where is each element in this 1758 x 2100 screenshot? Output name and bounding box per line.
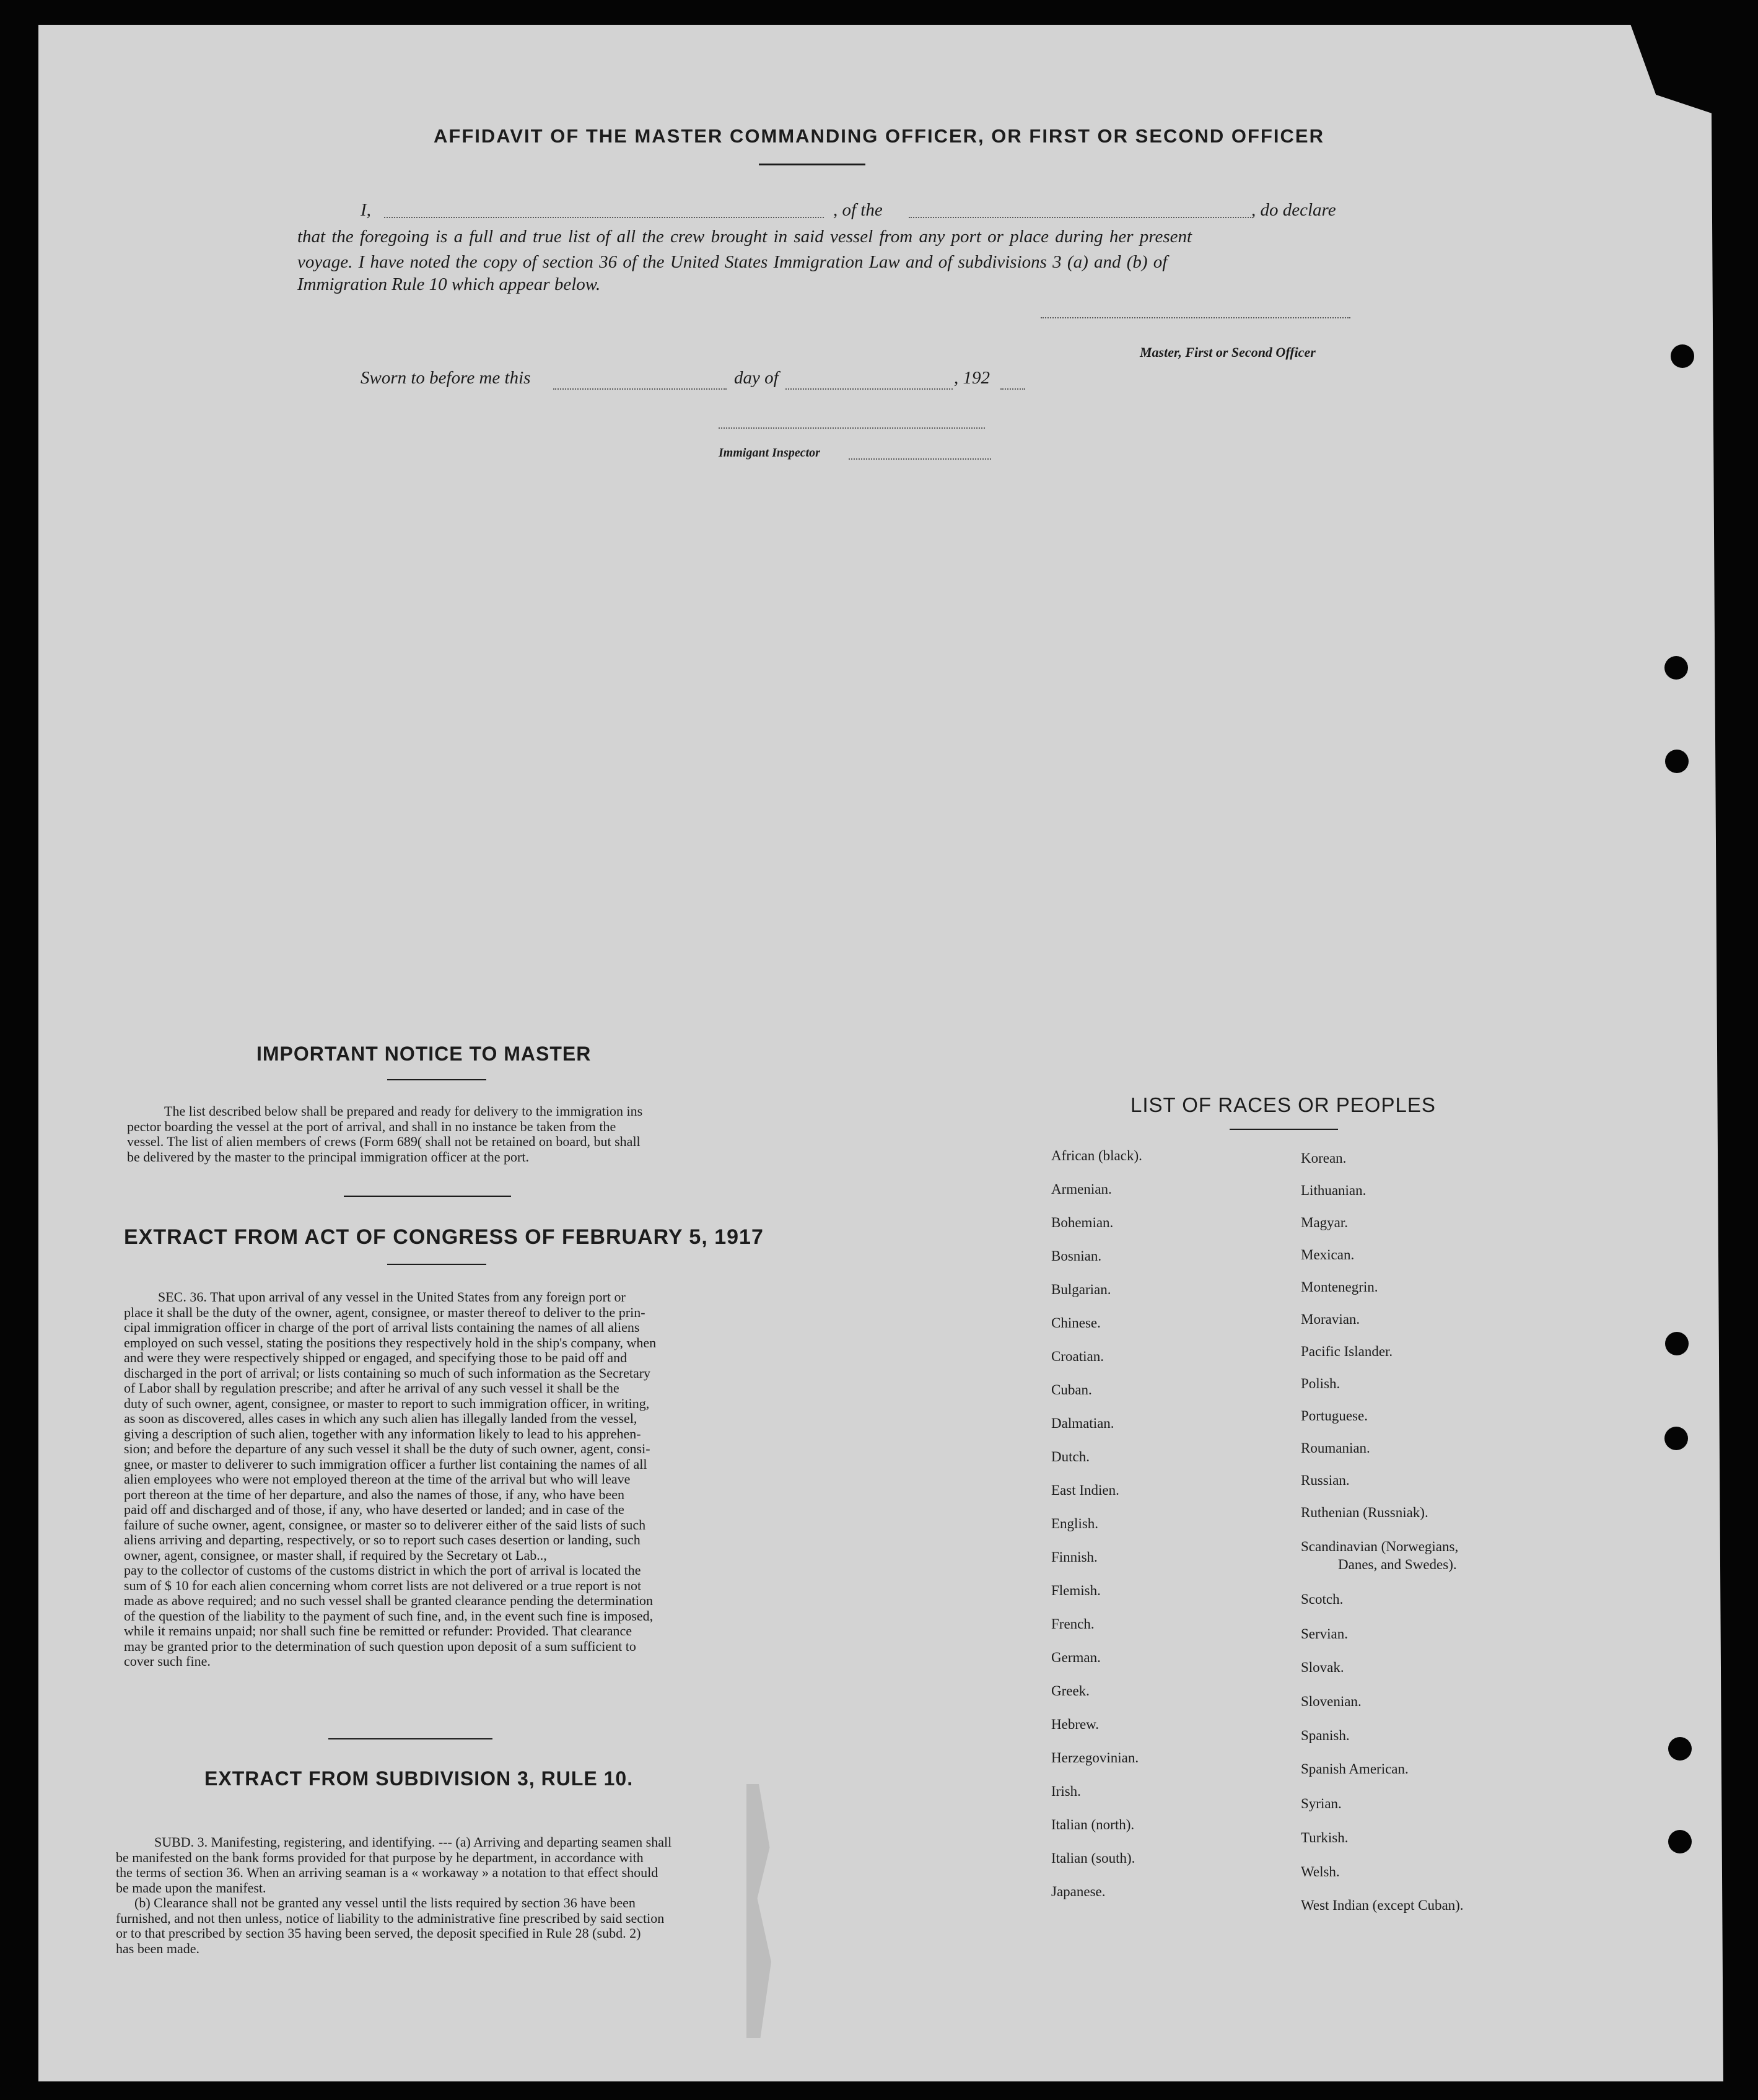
race-item: Cuban. — [1051, 1382, 1092, 1398]
race-item: Mexican. — [1301, 1247, 1355, 1262]
race-item: Armenian. — [1051, 1181, 1112, 1197]
act-line: and were they were respectively shipped or engaged, and specifying those to be paid off and — [124, 1350, 628, 1365]
subdivision-line: the terms of section 36. When an arriving seaman is a « workaway » a notation to that effect should — [116, 1865, 658, 1880]
punch-hole — [1668, 1830, 1692, 1853]
race-item: Dutch. — [1051, 1449, 1090, 1464]
subdivision-line: has been made. — [116, 1940, 199, 1956]
race-item: Italian (south). — [1051, 1850, 1135, 1866]
affidavit-line-4: Immigration Rule 10 which appear below. — [297, 274, 601, 294]
act-line: cipal immigration officer in charge of the port of arrival lists containing the names of all aliens — [124, 1319, 640, 1335]
act-line: made as above required; and no such vessel shall be granted clearance pending the determination — [124, 1593, 654, 1608]
master-signature-label: Master, First or Second Officer — [1140, 344, 1316, 360]
notice-separator — [344, 1196, 511, 1197]
act-line: while it remains unpaid; nor shall such fine be remitted or refunder: Provided. That clearance — [124, 1623, 632, 1638]
race-item: Portuguese. — [1301, 1408, 1368, 1424]
notice-title: IMPORTANT NOTICE TO MASTER — [256, 1043, 592, 1065]
notice-line: be delivered by the master to the principal immigration officer at the port. — [127, 1148, 529, 1165]
inspector-label: Immigant Inspector — [719, 446, 820, 460]
race-item: Danes, and Swedes). — [1338, 1557, 1457, 1572]
race-item: Moravian. — [1301, 1311, 1360, 1327]
act-underline — [387, 1264, 486, 1265]
affidavit-line-1-start: I, — [361, 200, 371, 220]
punch-hole — [1665, 750, 1689, 773]
title-underline — [759, 164, 865, 165]
day-of-label: day of — [734, 368, 779, 388]
race-item: Syrian. — [1301, 1796, 1342, 1811]
race-item: West Indian (except Cuban). — [1301, 1897, 1464, 1913]
race-item: Roumanian. — [1301, 1440, 1370, 1456]
act-line: giving a description of such alien, together with any information likely to lead to his apprehen- — [124, 1425, 641, 1442]
notice-line: The list described below shall be prepared and ready for delivery to the immigration ins — [164, 1103, 643, 1119]
master-signature-line[interactable] — [1041, 317, 1350, 318]
act-line: alien employees who were not employed thereon at the time of the arrival but who will leave — [124, 1471, 631, 1487]
act-line: failure of suche owner, agent, consignee, or master so to deliverer either of the said lists of such — [124, 1516, 646, 1533]
races-title: LIST OF RACES OR PEOPLES — [1130, 1093, 1436, 1116]
race-item: East Indien. — [1051, 1482, 1119, 1498]
inspector-trailing-line — [849, 458, 991, 460]
races-underline — [1230, 1129, 1338, 1130]
race-item: Flemish. — [1051, 1583, 1101, 1598]
race-item: Lithuanian. — [1301, 1183, 1367, 1198]
race-item: Welsh. — [1301, 1864, 1340, 1879]
act-line: sum of $ 10 for each alien concerning whom corret lists are not delivered or a true report is not — [124, 1577, 642, 1593]
race-item: Polish. — [1301, 1376, 1340, 1391]
act-line: cover such fine. — [124, 1653, 211, 1669]
affidavit-title: AFFIDAVIT OF THE MASTER COMMANDING OFFICER, OR FIRST OR SECOND OFFICER — [434, 125, 1324, 147]
subdivision-title: EXTRACT FROM SUBDIVISION 3, RULE 10. — [204, 1767, 634, 1790]
race-item: French. — [1051, 1616, 1095, 1632]
act-line: discharged in the port of arrival; or lists containing so much of such information as the Secretary — [124, 1365, 651, 1381]
race-item: Scotch. — [1301, 1591, 1344, 1607]
race-item: German. — [1051, 1650, 1101, 1665]
subdivision-line: SUBD. 3. Manifesting, registering, and identifying. --- (a) Arriving and departing seamen shall — [154, 1834, 672, 1850]
race-item: Spanish American. — [1301, 1761, 1409, 1777]
subdivision-line: be manifested on the bank forms provided for that purpose by he department, in accordance with — [116, 1849, 644, 1865]
affidavit-do-declare: , do declare — [1251, 200, 1336, 220]
act-line: duty of such owner, agent, consignee, or master to report to such immigration officer, in writing, — [124, 1395, 650, 1411]
race-item: Bohemian. — [1051, 1215, 1114, 1230]
punch-hole — [1664, 656, 1688, 680]
punch-hole — [1665, 1332, 1689, 1355]
punch-hole — [1671, 344, 1694, 368]
race-item: Hebrew. — [1051, 1717, 1100, 1732]
race-item: Turkish. — [1301, 1830, 1349, 1845]
act-line: of Labor shall by regulation prescribe; and after he arrival of any such vessel it shall be the — [124, 1380, 619, 1396]
race-item: Finnish. — [1051, 1549, 1098, 1565]
race-item: Dalmatian. — [1051, 1415, 1114, 1431]
sworn-month-blank[interactable] — [785, 388, 953, 390]
race-item: Pacific Islander. — [1301, 1344, 1393, 1359]
sworn-before-label: Sworn to before me this — [361, 368, 531, 388]
race-item: Spanish. — [1301, 1728, 1350, 1743]
act-line: SEC. 36. That upon arrival of any vessel in the United States from any foreign port or — [158, 1289, 626, 1305]
race-item: Croatian. — [1051, 1349, 1104, 1364]
notice-underline — [387, 1079, 486, 1080]
race-item: Slovak. — [1301, 1660, 1344, 1675]
race-item: Korean. — [1301, 1150, 1347, 1166]
act-line: port thereon at the time of her departure, and also the names of those, if any, who have been — [124, 1486, 625, 1502]
race-item: English. — [1051, 1516, 1099, 1531]
act-line: aliens arriving and departing, respectively, or so to report such cases desertion or landing, such — [124, 1532, 641, 1547]
race-item: Magyar. — [1301, 1215, 1349, 1230]
name-blank[interactable] — [384, 217, 824, 218]
notice-line: pector boarding the vessel at the port of arrival, and shall in no instance be taken from the — [127, 1118, 616, 1134]
race-item: Italian (north). — [1051, 1817, 1135, 1832]
vessel-blank[interactable] — [909, 217, 1251, 218]
subdivision-line: or to that prescribed by section 35 having been served, the deposit specified in Rule 28 (subd. 2) — [116, 1925, 641, 1941]
act-line: gnee, or master to deliverer to such immigration officer a further list containing the names of all — [124, 1456, 647, 1472]
punch-hole — [1664, 1427, 1688, 1450]
race-item: Slovenian. — [1301, 1694, 1362, 1709]
act-title: EXTRACT FROM ACT OF CONGRESS OF FEBRUARY 5, 1917 — [124, 1225, 764, 1249]
race-item: Scandinavian (Norwegians, — [1301, 1539, 1459, 1554]
act-separator — [328, 1738, 492, 1739]
race-item: Bulgarian. — [1051, 1282, 1111, 1297]
race-item: Chinese. — [1051, 1315, 1101, 1331]
act-line: of the question of the liability to the payment of such fine, and, in the event such fine is imposed, — [124, 1608, 654, 1624]
act-line: paid off and discharged and of those, if any, who have deserted or landed; and in case of the — [124, 1502, 624, 1517]
inspector-signature-line[interactable] — [719, 427, 985, 429]
race-item: Greek. — [1051, 1683, 1090, 1699]
affidavit-line-3: voyage. I have noted the copy of section 36 of the United States Immigration Law and of subdivisions 3 (a) and (b) of — [297, 252, 1168, 272]
act-line: as soon as discovered, alles cases in which any such alien has illegally landed from the vessel, — [124, 1411, 637, 1426]
race-item: Montenegrin. — [1301, 1279, 1378, 1295]
race-item: Irish. — [1051, 1783, 1081, 1799]
act-line: sion; and before the departure of any such vessel it shall be the duty of such owner, agent, consi- — [124, 1441, 650, 1456]
subdivision-line: be made upon the manifest. — [116, 1879, 266, 1896]
act-line: may be granted prior to the determination of such question upon deposit of a sum sufficient to — [124, 1638, 636, 1654]
act-line: place it shall be the duty of the owner, agent, consignee, or master thereof to deliver to the prin- — [124, 1304, 645, 1320]
act-body — [124, 1290, 753, 1669]
act-line: owner, agent, consignee, or master shall, if required by the Secretary ot Lab.., — [124, 1547, 547, 1563]
subdivision-body — [116, 1835, 766, 1956]
subdivision-line: furnished, and not then unless, notice of liability to the administrative fine prescribed by said section — [116, 1910, 665, 1926]
affidavit-line-2: that the foregoing is a full and true list of all the crew brought in said vessel from any port or place during her present — [297, 227, 1192, 247]
year-blank[interactable] — [1000, 388, 1025, 390]
race-item: Russian. — [1301, 1472, 1350, 1488]
act-line: employed on such vessel, stating the positions they respectively hold in the ship's company, when — [124, 1334, 657, 1350]
race-item: Bosnian. — [1051, 1248, 1102, 1264]
notice-line: vessel. The list of alien members of crews (Form 689( shall not be retained on board, but shall — [127, 1134, 641, 1149]
sworn-day-blank[interactable] — [553, 388, 727, 390]
race-item: Herzegovinian. — [1051, 1750, 1139, 1765]
affidavit-of-the: , of the — [833, 200, 883, 220]
notice-body — [127, 1104, 759, 1165]
race-item: African (black). — [1051, 1148, 1142, 1163]
year-label: , 192 — [954, 368, 990, 388]
act-line: pay to the collector of customs of the customs district in which the port of arrival is located the — [124, 1562, 641, 1578]
race-item: Ruthenian (Russniak). — [1301, 1505, 1428, 1520]
race-item: Servian. — [1301, 1626, 1349, 1642]
race-item: Japanese. — [1051, 1884, 1106, 1899]
punch-hole — [1668, 1737, 1692, 1761]
subdivision-line: (b) Clearance shall not be granted any vessel until the lists required by section 36 have been — [134, 1895, 636, 1910]
